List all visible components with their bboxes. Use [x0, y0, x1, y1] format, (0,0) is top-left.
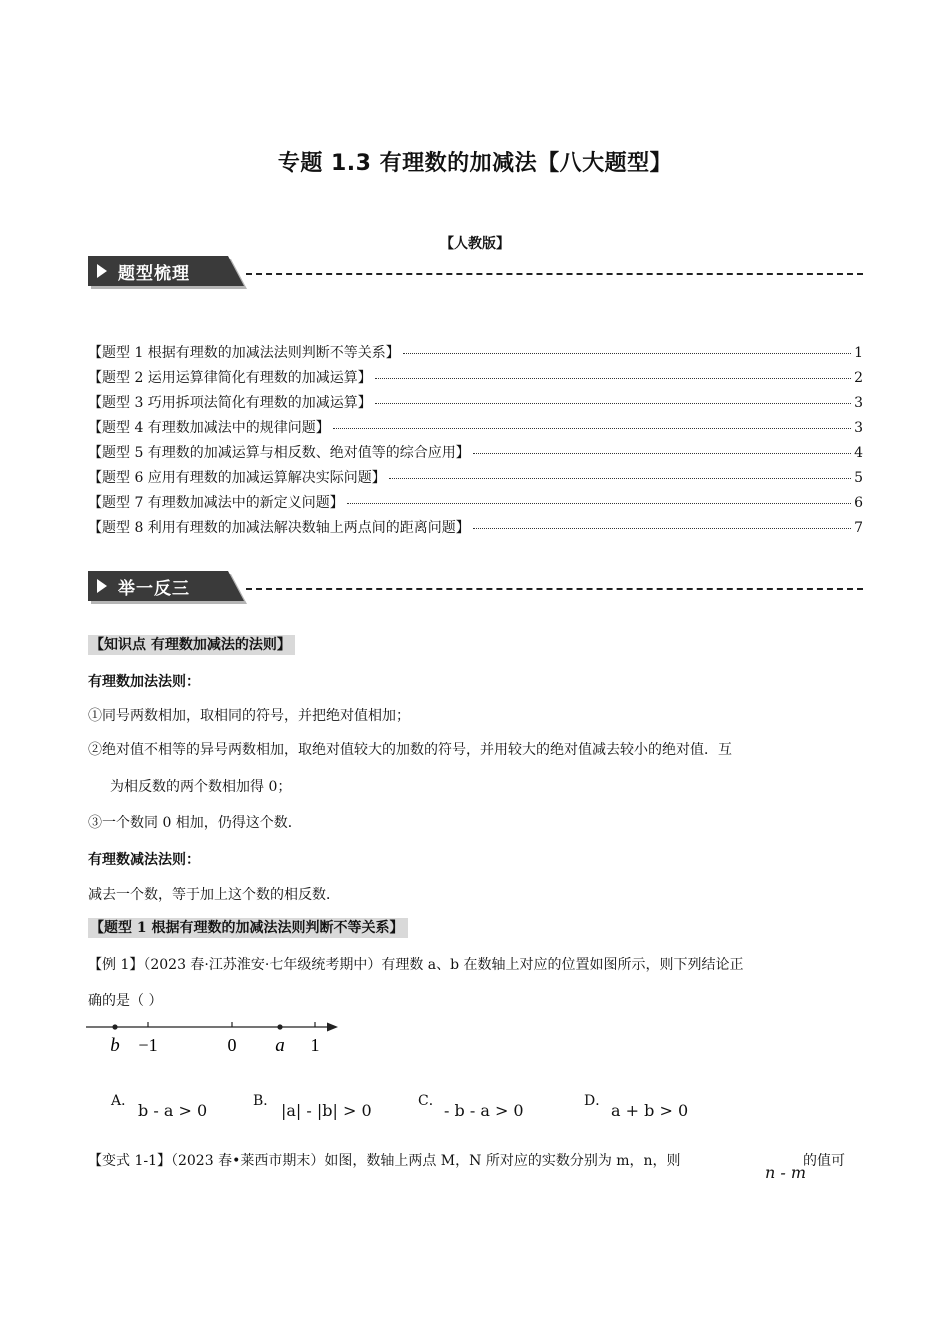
example1-text-continued: 确的是（ ）	[88, 993, 163, 1009]
page-title: 专题 1.3 有理数的加减法【八大题型】	[277, 151, 673, 176]
option-b-label[interactable]: B．	[253, 1093, 278, 1109]
dashed-divider	[246, 588, 863, 590]
dashed-divider	[246, 273, 863, 275]
toc-dot-leader	[389, 478, 851, 479]
option-d-label[interactable]: D．	[584, 1093, 610, 1109]
type1-heading: 【题型 1 根据有理数的加减法法则判断不等关系】	[88, 917, 408, 937]
play-triangle-icon	[97, 264, 107, 278]
option-a-expression: b - a > 0	[138, 1101, 208, 1120]
toc-item[interactable]	[88, 442, 863, 467]
toc-page-number: 3	[854, 420, 863, 436]
option-c-expression: - b - a > 0	[444, 1101, 524, 1120]
toc-item[interactable]	[88, 392, 863, 417]
toc-dot-leader	[347, 503, 851, 504]
option-b-expression: |a| - |b| > 0	[281, 1101, 372, 1120]
toc-dot-leader	[403, 353, 851, 354]
toc-item-label: 【题型 1 根据有理数的加减法法则判断不等关系】	[88, 345, 400, 361]
toc-page-number: 7	[854, 520, 863, 536]
variant-text: 【变式 1-1】（2023 春•莱西市期末）如图，数轴上两点 M，N 所对应的实数分别为 m，n，则	[88, 1153, 681, 1169]
table-of-contents	[88, 342, 863, 542]
subtraction-rule: 减去一个数，等于加上这个数的相反数．	[88, 887, 340, 903]
rule-3: ③一个数同 0 相加，仍得这个数．	[88, 815, 302, 831]
toc-item-label: 【题型 8 利用有理数的加减法解决数轴上两点间的距离问题】	[88, 520, 470, 536]
toc-item-label: 【题型 3 巧用拆项法简化有理数的加减运算】	[88, 395, 372, 411]
axis-arrow-icon	[327, 1023, 338, 1032]
toc-item-label: 【题型 2 运用运算律简化有理数的加减运算】	[88, 370, 372, 386]
toc-dot-leader	[473, 453, 851, 454]
toc-item-label: 【题型 7 有理数加减法中的新定义问题】	[88, 495, 344, 511]
toc-item[interactable]	[88, 467, 863, 492]
section-banner-overview	[88, 256, 863, 290]
banner-label: 题型梳理	[118, 264, 190, 284]
toc-page-number: 2	[854, 370, 863, 386]
toc-page-number: 4	[854, 445, 863, 461]
variant-text-tail: 的值可	[803, 1153, 845, 1169]
label-one: 1	[310, 1035, 320, 1055]
label-a: a	[275, 1035, 285, 1056]
banner-label: 举一反三	[118, 579, 190, 599]
example1-text: 【例 1】（2023 春·江苏淮安·七年级统考期中）有理数 a、b 在数轴上对应的位置如图所示，则下列结论正	[88, 957, 744, 973]
toc-item-label: 【题型 6 应用有理数的加减运算解决实际问题】	[88, 470, 386, 486]
toc-dot-leader	[375, 403, 851, 404]
toc-page-number: 3	[854, 395, 863, 411]
knowledge-heading: 【知识点 有理数加减法的法则】	[88, 634, 295, 654]
toc-item[interactable]	[88, 517, 863, 542]
label-minus-one: −1	[138, 1035, 158, 1055]
rule-1: ①同号两数相加，取相同的符号，并把绝对值相加；	[88, 708, 410, 724]
toc-item[interactable]	[88, 417, 863, 442]
toc-page-number: 6	[854, 495, 863, 511]
play-triangle-icon	[97, 579, 107, 593]
toc-item-label: 【题型 5 有理数的加减运算与相反数、绝对值等的综合应用】	[88, 445, 470, 461]
edition-label: 【人教版】	[440, 236, 510, 252]
toc-item[interactable]	[88, 342, 863, 367]
toc-dot-leader	[375, 378, 851, 379]
variant-expression: n - m	[765, 1163, 807, 1182]
option-c-label[interactable]: C．	[418, 1093, 443, 1109]
toc-item[interactable]	[88, 492, 863, 517]
label-b: b	[110, 1035, 120, 1056]
option-d-expression: a + b > 0	[611, 1101, 689, 1120]
toc-page-number: 5	[854, 470, 863, 486]
label-zero: 0	[227, 1035, 237, 1055]
toc-item-label: 【题型 4 有理数加减法中的规律问题】	[88, 420, 330, 436]
toc-item[interactable]	[88, 367, 863, 392]
toc-page-number: 1	[854, 345, 863, 361]
subtraction-rule-title: 有理数减法法则：	[88, 852, 200, 868]
rule-2: ②绝对值不相等的异号两数相加，取绝对值较大的加数的符号，并用较大的绝对值减去较小的绝对值．互	[88, 742, 732, 758]
toc-dot-leader	[333, 428, 851, 429]
point-b	[112, 1024, 117, 1029]
point-a	[277, 1024, 282, 1029]
number-line-diagram	[84, 1014, 354, 1060]
rule-2-continued: 为相反数的两个数相加得 0；	[110, 779, 292, 795]
option-a-label[interactable]: A．	[111, 1093, 136, 1109]
toc-dot-leader	[473, 528, 851, 529]
addition-rule-title: 有理数加法法则：	[88, 674, 200, 690]
section-banner-examples	[88, 571, 863, 605]
